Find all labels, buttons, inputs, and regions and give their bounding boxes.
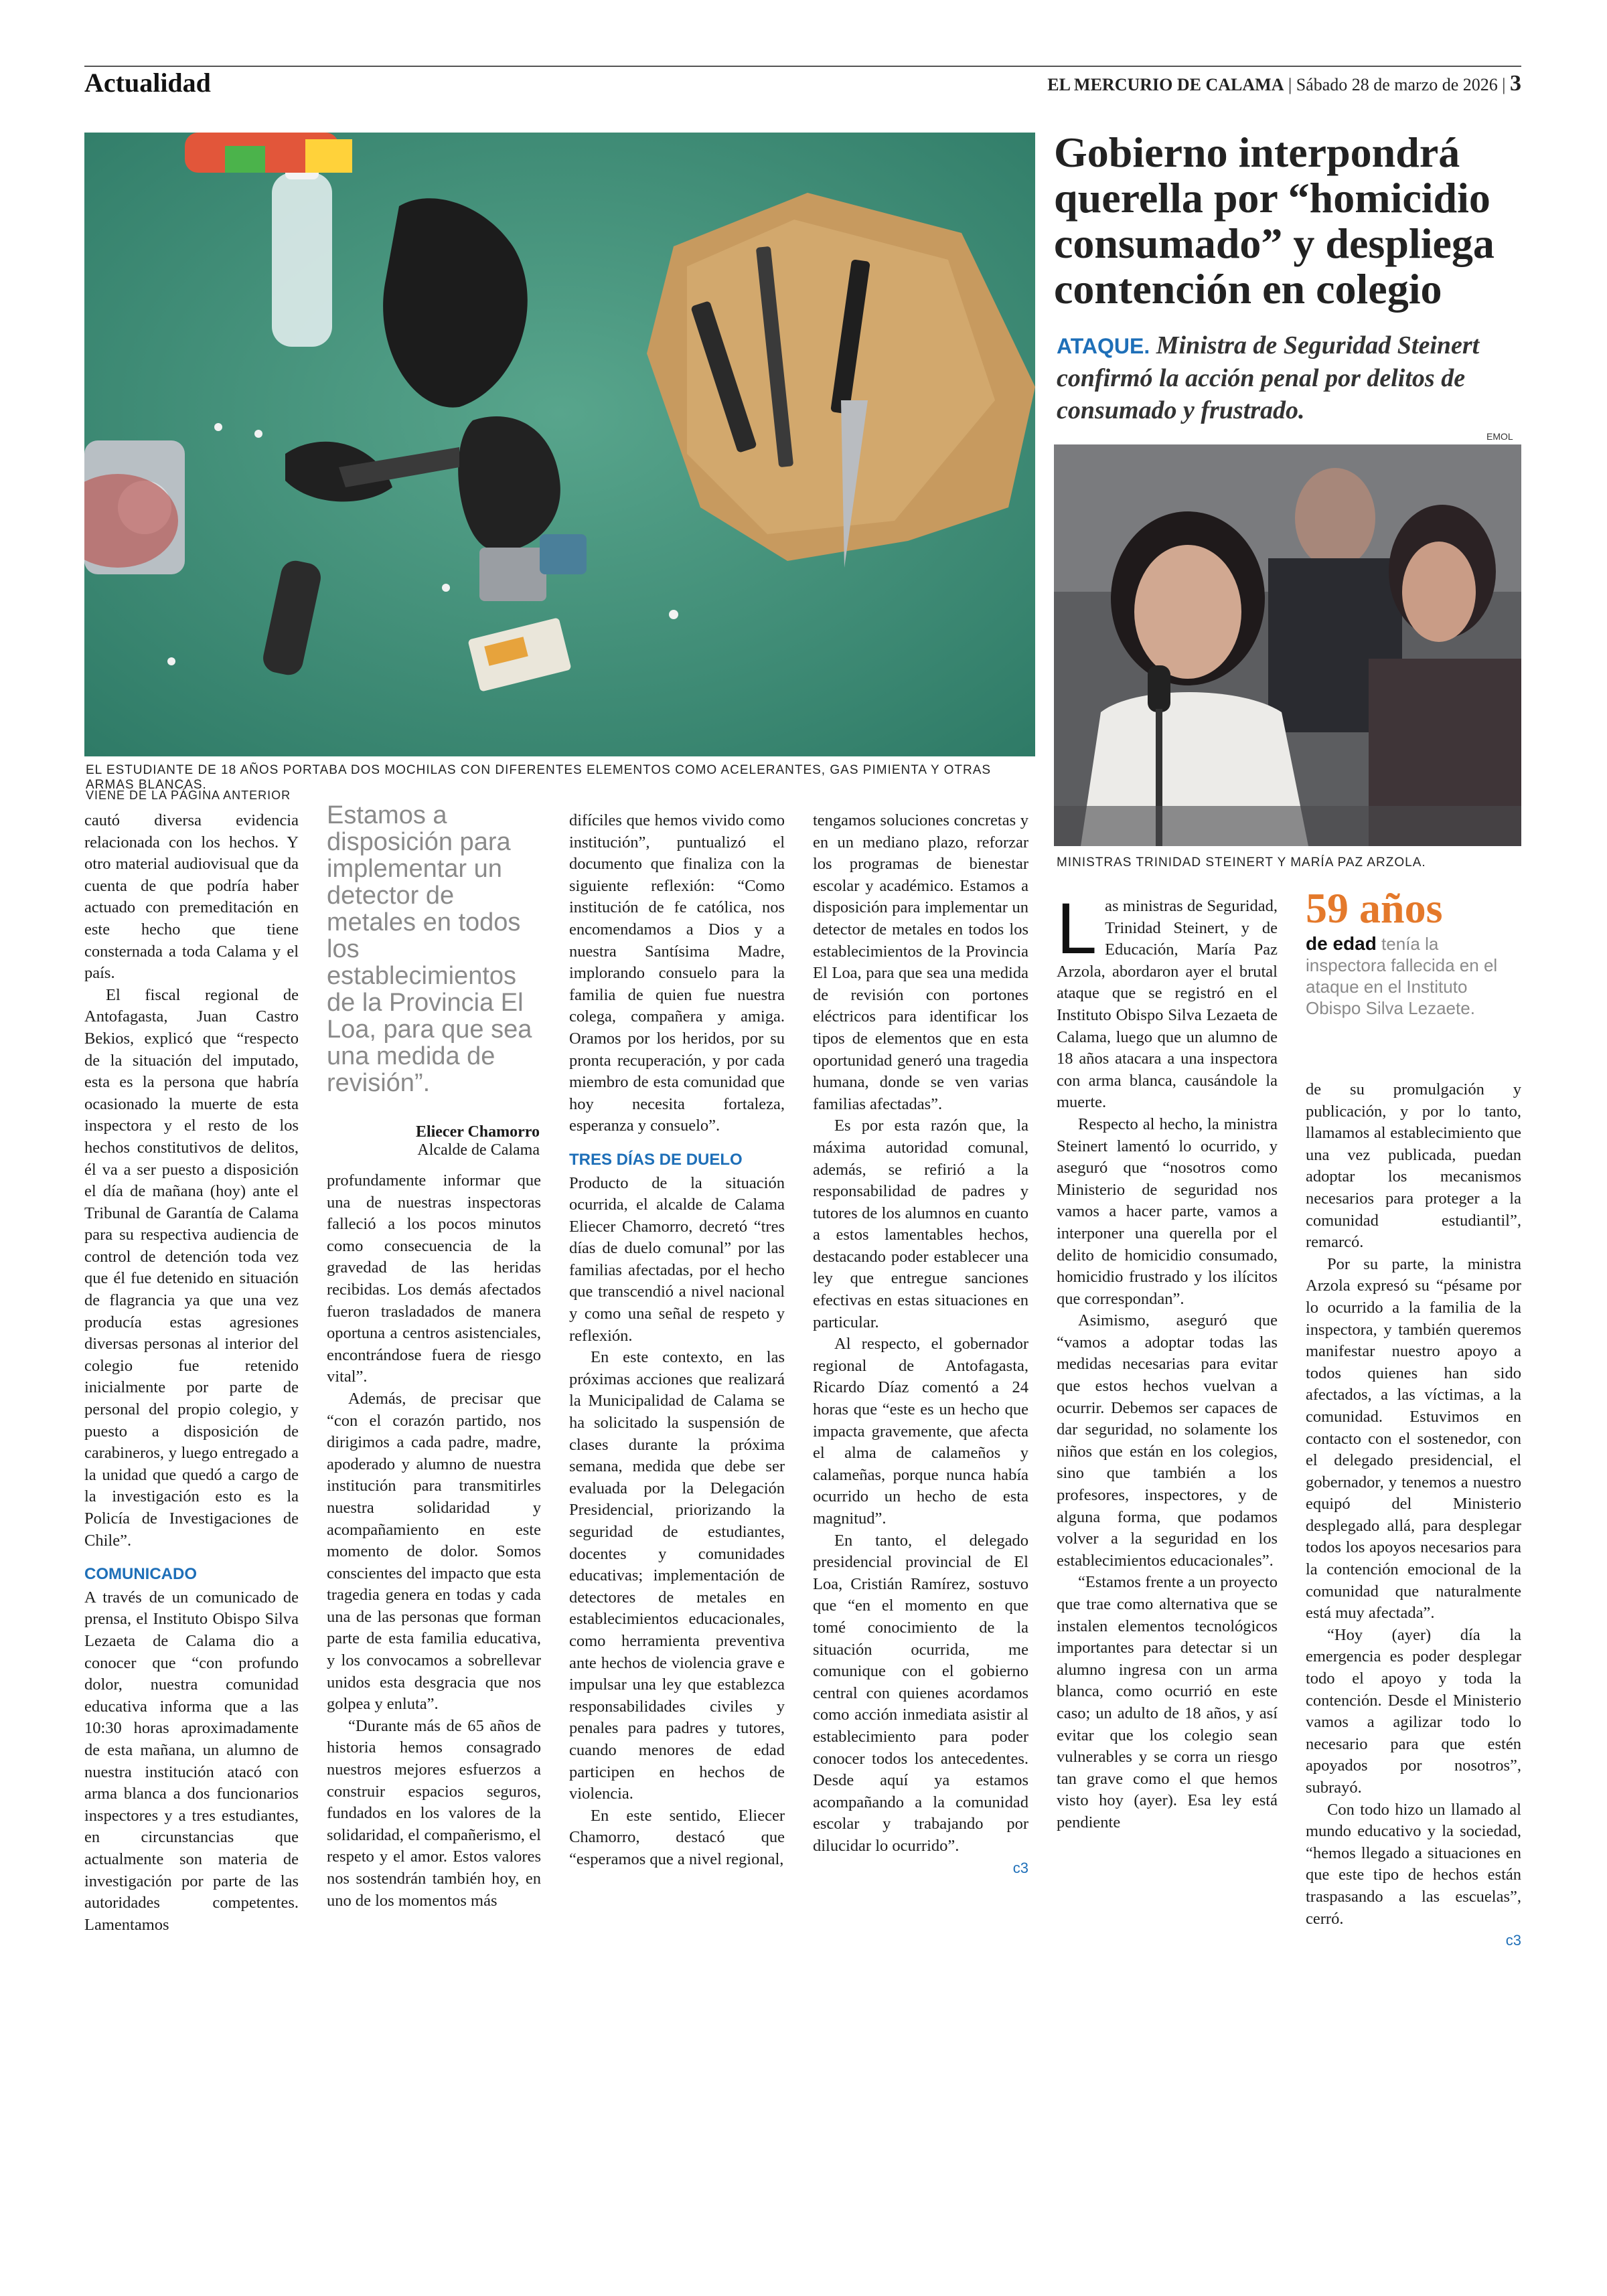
page-number: 3	[1510, 71, 1521, 96]
paragraph-lead: as ministras de Seguridad, Trinidad Steinert, y de Educación, María Paz Arzola, abordaron ayer el brutal ataque que se registró en el Instituto Obispo Silva Lezaeta de Calama, luego que un alumno de 18 años atacara a una inspectora con arma blanca, causándole la muerte.	[1057, 897, 1278, 1112]
article-column-4	[813, 810, 1028, 1879]
deck-kicker: ATAQUE.	[1057, 334, 1150, 358]
ministers-photo-caption: MINISTRAS TRINIDAD STEINERT Y MARÍA PAZ ARZOLA.	[1057, 855, 1426, 870]
page-info	[1047, 71, 1521, 96]
paragraph: En este contexto, en las próximas acciones que realizará la Municipalidad de Calama se ha solicitado la suspensión de clases durante la próxima semana, medida que debe ser evaluada por la Delegación Presidencial, priorizando la seguridad de estudiantes, docentes y comunidades educativas; implementación de detectores de metales en establecimientos educacionales, como herramienta preventiva ante hechos de violencia grave e impulsar una ley que establezca responsabilidades civiles y penales para padres y tutores, cuando menores de edad participen en hechos de violencia.	[569, 1348, 785, 1803]
paragraph: A través de un comunicado de prensa, el Instituto Obispo Silva Lezaeta de Calama dio a conocer que “con profundo dolor, nuestra comunidad educativa informa que a las 10:30 horas aproximadamente de esta mañana, un alumno de nuestra institución atacó con arma blanca a dos funcionarios inspectores y a tres estudiantes, en circunstancias que actualmente son materia de investigación por parte de las autoridades competentes. Lamentamos	[84, 1588, 299, 1934]
article-headline: Gobierno interpondrá querella por “homicidio consumado” y despliega contención en colegio	[1054, 129, 1495, 313]
paragraph: Producto de la situación ocurrida, el alcalde de Calama Eliecer Chamorro, decretó “tres días de duelo comunal” por las familias afectadas, por el hecho que transcendió a nivel nacional y como una señal de respeto y reflexión.	[569, 1173, 785, 1345]
paragraph: Es por esta razón que, la máxima autoridad comunal, además, se refirió a la responsabilidad de padres y tutores de los alumnos en cuanto a estos lamentables hechos, destacando poder establecer una ley que entregue sanciones efectivas en estas situaciones en particular.	[813, 1117, 1028, 1331]
paragraph: cautó diversa evidencia relacionada con los hechos. Y otro material audiovisual que da cuenta de que podría haber actuado con premeditación en este hecho que tiene consternada a toda Calama y el país.	[84, 811, 299, 983]
pull-quote	[327, 802, 540, 1159]
end-mark: c3	[1012, 1859, 1028, 1876]
article-column-2	[327, 1170, 541, 1912]
evidence-photo	[84, 133, 1035, 756]
paragraph: Por su parte, la ministra Arzola expresó su “pésame por lo ocurrido a la familia de la inspectora, y también queremos manifestar nuestro apoyo a todos quienes han sido afectados, a las víctimas, a la comunidad. Estuvimos en contacto con el sostenedor, con el delegado presidencial, el gobernador, y tenemos a nuestro equipó del Ministerio desplegado allá, para desplegar todos los apoyos necesarios para la contención emocional de la comunidad que naturalmente está muy afectada”.	[1306, 1254, 1521, 1623]
paragraph: “Estamos frente a un proyecto que trae como alternativa que se instalen elementos tecnológicos importantes para detectar si un alumno ingresa con un arma blanca, como ocurrió en este caso; un adulto de 18 años, y así evitar que los colegio sean vulnerables y se corra un riesgo tan grave como el que hemos visto hoy (ayer). Esa ley está pendiente	[1057, 1573, 1278, 1831]
deck-text: Ministra de Seguridad Steinert confirmó la acción penal por delitos de consumado y frustrado.	[1057, 331, 1480, 424]
paragraph: profundamente informar que una de nuestras inspectoras falleció a los pocos minutos como consecuencia de la gravedad de las heridas recibidas. Los demás afectados fueron trasladados de manera oportuna a centros asistenciales, encontrándose fuera de riesgo vital”.	[327, 1171, 541, 1386]
end-mark: c3	[1505, 1932, 1521, 1949]
paragraph: En tanto, el delegado presidencial provincial de El Loa, Cristián Ramírez, sostuvo que “en el momento en que tomé conocimiento de la situación ocurrida, me comunique con el gobierno central con quienes acordamos como acción inmediata asistir al establecimiento para poder conocer todos los antecedentes. Desde aquí ya estamos acompañando a la comunidad escolar y trabajando por dilucidar lo ocurrido”.	[813, 1531, 1028, 1855]
stat-number: 59 años	[1306, 884, 1443, 932]
paragraph: tengamos soluciones concretas y en un mediano plazo, reforzar los programas de bienestar escolar y académico. Estamos a disposición para implementar un detector de metales en todos los establecimientos de la Provincia El Loa, para que sea una medida de revisión con portones eléctricos para identificar los tipos de elementos que en esta oportunidad generó una tragedia humana, donde se ven varias familias afectadas”.	[813, 811, 1028, 1113]
stat-box	[1306, 884, 1523, 1019]
issue-date: Sábado 28 de marzo de 2026	[1296, 75, 1498, 94]
paragraph: Con todo hizo un llamado al mundo educativo y la sociedad, “hemos llegado a situaciones en que este tipo de hechos están traspasando a las escuelas”, cerró.	[1306, 1800, 1521, 1928]
jump-label: VIENE DE LA PÁGINA ANTERIOR	[86, 789, 291, 802]
pull-quote-role: Alcalde de Calama	[417, 1141, 540, 1159]
stat-label: de edad	[1306, 933, 1377, 954]
photo-credit: EMOL	[1486, 431, 1513, 442]
paragraph: Respecto al hecho, la ministra Steinert lamentó lo ocurrido, y aseguró que “nosotros como Ministerio de seguridad nos vamos a hacer parte, vamos a interponer una querella por el delito de homicidio consumado, homicidio frustrado y los ilícitos que correspondan”.	[1057, 1115, 1278, 1308]
paragraph: de su promulgación y publicación, y por lo tanto, llamamos al establecimiento que una vez publicada, puedan adoptar los mecanismos necesarios para proteger a la comunidad estudiantil”, remarcó.	[1306, 1080, 1521, 1252]
stat-description: tenía la inspectora fallecida en el ataque en el Instituto Obispo Silva Lezaete.	[1306, 934, 1498, 1018]
article-column-6	[1306, 1079, 1521, 1952]
paragraph: El fiscal regional de Antofagasta, Juan Castro Bekios, explicó que “respecto de la situación del imputado, esta es la persona que habría ocasionado la muerte de esta inspectora y el resto de los hechos constitutivos de delitos, él va a ser puesto a disposición el día de mañana (hoy) ante el Tribunal de Garantía de Calama para su respectiva audiencia de control de detención toda vez que él fue detenido en situación de flagrancia ya que una vez producía estas agresiones diversas personas al interior del colegio fue retenido inicialmente por parte de personal del propio colegio, y puesto a disposición de carabineros, y luego entregado a la unidad que quedó a cargo de la investigación esto es la Policía de Investigaciones de Chile”.	[84, 985, 299, 1550]
article-deck	[1057, 329, 1525, 426]
section-title: Actualidad	[84, 68, 211, 98]
paragraph: Al respecto, el gobernador regional de Antofagasta, Ricardo Díaz comentó a 24 horas que “este es un hecho que impacta gravemente, que afecta el alma de calameños y calameñas, porque nunca había ocurrido un hecho de esta magnitud”.	[813, 1335, 1028, 1528]
paragraph: “Durante más de 65 años de historia hemos consagrado nuestros mejores esfuerzos a construir espacios seguros, fundados en los valores de la solidaridad, el compañerismo, el respeto y el amor. Estos valores nos sostendrán también hoy, en uno de los momentos más	[327, 1716, 541, 1910]
drop-cap: L	[1057, 888, 1097, 969]
header-separator: |	[1288, 75, 1292, 94]
article-column-3	[569, 810, 785, 1871]
header-separator-2: |	[1502, 75, 1506, 94]
header-rule	[84, 66, 1521, 67]
newspaper-name: EL MERCURIO DE CALAMA	[1047, 75, 1284, 94]
pull-quote-text: Estamos a disposición para implementar un detector de metales en todos los establecimientos de la Provincia El Loa, para que sea una medida de revisión”.	[327, 801, 532, 1097]
subhead-comunicado: COMUNICADO	[84, 1565, 197, 1584]
paragraph: Además, de precisar que “con el corazón partido, nos dirigimos a cada padre, madre, apoderado y alumno de nuestra institución para transmitirles nuestra solidaridad y acompañamiento en este momento de dolor. Somos conscientes del impacto que esta tragedia genera en todas y cada una de las personas que forman parte de esta familia educativa, y los convocamos a sobrellevar unidos esta desgracia que nos golpea y enluta”.	[327, 1389, 541, 1714]
evidence-photo-caption: EL ESTUDIANTE DE 18 AÑOS PORTABA DOS MOCHILAS CON DIFERENTES ELEMENTOS COMO ACELERANTES, GAS PIMIENTA Y OTRAS ARMAS BLANCAS.	[86, 763, 992, 792]
subhead-duelo: TRES DÍAS DE DUELO	[569, 1150, 743, 1169]
paragraph: “Hoy (ayer) día la emergencia es poder desplegar todo el apoyo y toda la contención. Desde el Ministerio vamos a agilizar todo lo necesario para que estén apoyados por nosotros”, subrayó.	[1306, 1625, 1521, 1797]
ministers-photo	[1054, 444, 1521, 846]
pull-quote-name: Eliecer Chamorro	[415, 1123, 540, 1141]
paragraph: difíciles que hemos vivido como institución”, puntualizó el documento que finaliza con la siguiente reflexión: “Como institución de fe católica, nos encomendamos a Dios y a nuestra Santísima Madre, implorando consuelo para la familia de quien fue nuestra colega, compañera y amiga. Oramos por los heridos, por su pronta recuperación, y por cada miembro de esta comunidad que hoy necesita fortaleza, esperanza y consuelo”.	[569, 811, 785, 1135]
paragraph: En este sentido, Eliecer Chamorro, destacó que “esperamos que a nivel regional,	[569, 1806, 785, 1868]
ministers-photo-illustration	[1054, 444, 1521, 846]
evidence-photo-illustration	[84, 133, 1035, 756]
paragraph: Asimismo, aseguró que “vamos a adoptar todas las medidas necesarias para evitar que estos hechos vuelvan a ocurrir. Debemos ser capaces de dar seguridad, no solamente los niños que están en los colegios, sino que también a los profesores, inspectores, y de alguna forma, que podamos volver a la seguridad en los establecimientos educacionales”.	[1057, 1311, 1278, 1570]
article-column-1	[84, 810, 299, 1936]
article-column-5	[1057, 888, 1278, 1834]
